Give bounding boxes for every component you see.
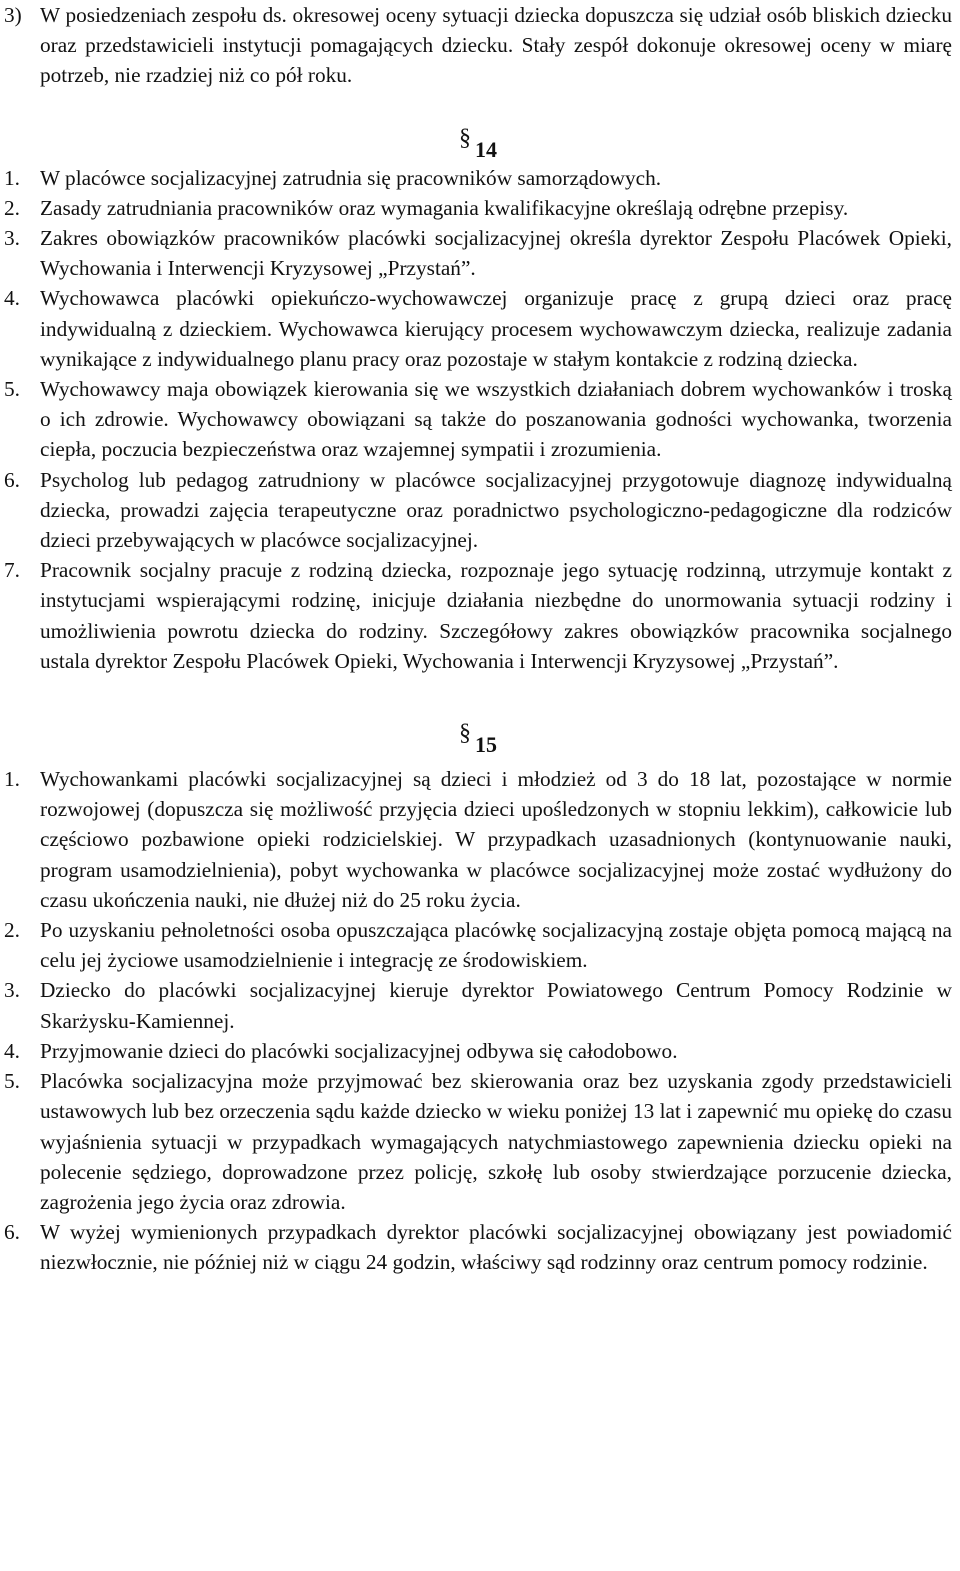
section-number: 15: [475, 732, 497, 758]
section-heading-15: [4, 718, 952, 758]
list-item: [4, 1066, 952, 1217]
list-item-text: Zakres obowiązków pracowników placówki socjalizacyjnej określa dyrektor Zespołu Placówek Opieki, Wychowania i Interwencji Kryzysowej „Przystań”.: [40, 226, 952, 281]
list-item-text: Po uzyskaniu pełnoletności osoba opuszczająca placówkę socjalizacyjną zostaje objęta pomocą mającą na celu jej życiowe usamodzielnienie i integrację ze środowiskiem.: [40, 918, 952, 973]
list-item-text: Wychowawcy maja obowiązek kierowania się we wszystkich działaniach dobrem wychowanków i troską o ich zdrowie. Wychowawcy obowiązani są także do poszanowania godności wychowanka, tworzenia ciepła, poczucia bezpieczeństwa oraz wzajemnej sympatii i zrozumienia.: [40, 377, 952, 462]
list-item-text: Psycholog lub pedagog zatrudniony w placówce socjalizacyjnej przygotowuje diagnozę indywidualną dziecka, prowadzi zajęcia terapeutyczne oraz poradnictwo psychologiczno-pedagogiczne dla rodziców dzieci przebywających w placówce socjalizacyjnej.: [40, 467, 952, 553]
list-item: [4, 975, 952, 1035]
list-item: [4, 374, 952, 465]
list-item-text: Wychowankami placówki socjalizacyjnej są dzieci i młodzież od 3 do 18 lat, pozostające w normie rozwojowej (dopuszcza się możliwość przyjęcia dzieci upośledzonych w stopniu lekkim), całkowicie lub częściowo pozbawione opieki rodzicielskiej. W przypadkach uzasadnionych (kontynuowanie nauki, program usamodzielnienia), pobyt wychowanka w placówce socjalizacyjnej może zostać wydłużony do czasu ukończenia nauki, nie dłużej niż do 25 roku życia.: [40, 767, 952, 912]
list-item-text: W wyżej wymienionych przypadkach dyrektor placówki socjalizacyjnej obowiązany jest powiadomić niezwłocznie, nie później niż w ciągu 24 godzin, właściwy sąd rodzinny oraz centrum pomocy rodzinie.: [40, 1220, 952, 1275]
list-item: [4, 555, 952, 676]
list-item-text: Przyjmowanie dzieci do placówki socjalizacyjnej odbywa się całodobowo.: [40, 1038, 678, 1063]
section-number: 14: [475, 136, 497, 162]
list-item: [4, 1217, 952, 1277]
list-item-number: 3.: [4, 978, 20, 1003]
list-item-text: W posiedzeniach zespołu ds. okresowej oceny sytuacji dziecka dopuszcza się udział osób bliskich dziecku oraz przedstawicieli instytucji pomagających dziecku. Stały zespół dokonuje okresowej oceny w miarę potrzeb, nie rzadziej niż co pół roku.: [40, 3, 952, 88]
list-item: [4, 764, 952, 915]
list-item-text: W placówce socjalizacyjnej zatrudnia się pracowników samorządowych.: [40, 165, 662, 190]
top-paragraph-list: [4, 0, 952, 91]
list-item: [4, 223, 952, 283]
list-item: [4, 465, 952, 556]
list-item-text: Pracownik socjalny pracuje z rodziną dziecka, rozpoznaje jego sytuację rodzinną, utrzymuje kontakt z instytucjami wspierającymi rodzinę, inicjuje działania niezbędne do unormowania sytuacji rodziny i umożliwienia powrotu dziecka do rodziny. Szczegółowy zakres obowiązków pracownika socjalnego ustala dyrektor Zespołu Placówek Opieki, Wychowania i Interwencji Kryzysowej „Przystań”.: [40, 558, 952, 673]
list-item-number: 1.: [4, 165, 20, 190]
list-item-text: Zasady zatrudniania pracowników oraz wymagania kwalifikacyjne określają odrębne przepisy.: [40, 195, 849, 220]
list-item-number: 3.: [4, 226, 20, 251]
list-item: [4, 163, 952, 193]
section-symbol: §: [459, 124, 471, 151]
list-item-number: 3): [4, 3, 22, 27]
list-item-number: 5.: [4, 1069, 20, 1094]
list-item: [4, 193, 952, 223]
list-item-number: 2.: [4, 195, 20, 220]
section-14-list: [4, 163, 952, 676]
list-item-text: Wychowawca placówki opiekuńczo-wychowawczej organizuje pracę z grupą dzieci oraz pracę indywidualną z dzieckiem. Wychowawca kierujący procesem wychowawczym dziecka, realizuje zadania wynikające z indywidualnego planu pracy oraz pozostaje w stałym kontakcie z rodziną dziecka.: [40, 286, 952, 371]
section-heading-14: [4, 123, 952, 162]
list-item-number: 5.: [4, 377, 20, 402]
list-item-text: Placówka socjalizacyjna może przyjmować bez skierowania oraz bez uzyskania zgody przedstawicieli ustawowych lub bez orzeczenia sądu każde dziecko w wieku poniżej 13 lat i zapewnić mu opiekę do czasu wyjaśnienia sytuacji w przypadkach wymagających natychmiastowego zapewnienia dziecku opieki na polecenie sędziego, doprowadzone przez policję, szkołę lub osoby stwierdzające porzucenie dziecka, zagrożenia jego życia oraz zdrowia.: [40, 1069, 952, 1214]
list-item-number: 7.: [4, 558, 20, 583]
list-item: [4, 1036, 952, 1066]
list-item: [4, 0, 952, 91]
list-item-number: 6.: [4, 467, 20, 492]
list-item-number: 4.: [4, 286, 20, 311]
section-symbol: §: [459, 720, 471, 747]
list-item: [4, 915, 952, 975]
section-15-list: [4, 764, 952, 1277]
list-item: [4, 283, 952, 374]
list-item-number: 4.: [4, 1038, 20, 1063]
list-item-number: 2.: [4, 918, 20, 943]
list-item-number: 6.: [4, 1220, 20, 1245]
list-item-text: Dziecko do placówki socjalizacyjnej kieruje dyrektor Powiatowego Centrum Pomocy Rodzinie w Skarżysku-Kamiennej.: [40, 978, 952, 1033]
list-item-number: 1.: [4, 767, 20, 792]
